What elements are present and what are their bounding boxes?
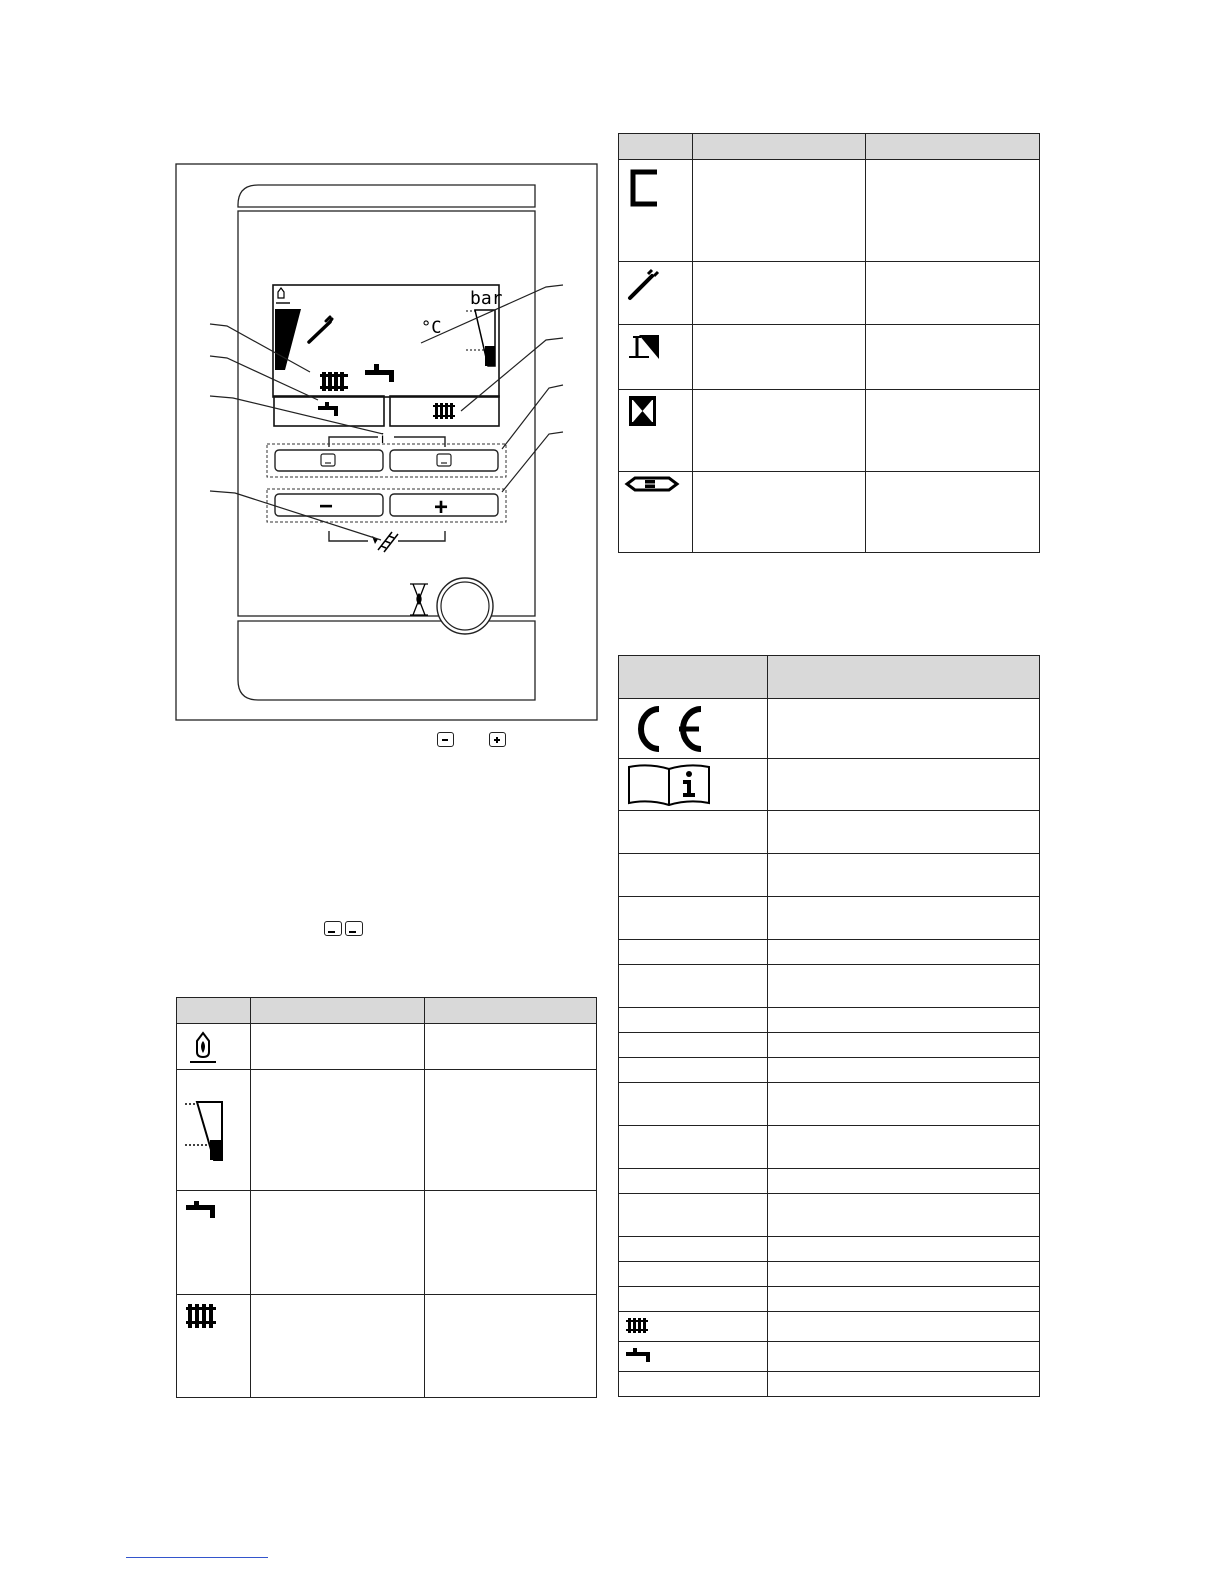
table-row (619, 1372, 1040, 1397)
read-manual-icon (619, 759, 768, 810)
hourglass-icon (619, 390, 693, 471)
table-row (619, 1033, 1040, 1058)
table-header (619, 134, 1040, 160)
plus-key-icon (489, 732, 506, 747)
table-row (619, 1169, 1040, 1194)
table-row (619, 811, 1040, 854)
chimney-sweep-icon (619, 325, 693, 389)
table-row (619, 940, 1040, 965)
table-row (619, 1342, 1040, 1372)
lcd-pressure-unit: bar (470, 288, 503, 309)
table-row (619, 160, 1040, 262)
spanner-icon (619, 262, 693, 324)
minus-key-icon (437, 732, 454, 747)
softkey-tap-icon (318, 402, 338, 416)
tap-icon (177, 1191, 251, 1294)
table-header (619, 656, 1040, 699)
table-row (619, 1194, 1040, 1237)
table-row (619, 1126, 1040, 1169)
table-row (619, 965, 1040, 1008)
radiator-icon (619, 1312, 768, 1341)
table-row (177, 1191, 597, 1295)
table-row (619, 472, 1040, 553)
tap-icon (619, 1342, 768, 1371)
softkeys-icon (324, 921, 366, 937)
minus-key-label: − (319, 493, 334, 520)
table-row (619, 699, 1040, 759)
lcd-radiator-icon (320, 372, 348, 391)
info-label: i (381, 430, 385, 446)
table-row (619, 1008, 1040, 1033)
burner-symbol-icon (410, 584, 428, 615)
table-row (177, 1295, 597, 1398)
lcd-pressure-icon (466, 310, 495, 366)
flame-icon (177, 1024, 251, 1069)
button-bar-icon (619, 472, 693, 552)
lcd-temp-unit: °C (421, 318, 442, 338)
table-row (619, 1058, 1040, 1083)
lcd-power-bar (275, 309, 301, 370)
pressure-gauge-icon (177, 1070, 251, 1190)
table-row (619, 1287, 1040, 1312)
footer-link-rule (126, 1557, 268, 1558)
control-panel-figure (0, 0, 1224, 760)
table-row (619, 854, 1040, 897)
lcd-spanner-icon (309, 317, 332, 342)
table-row (619, 262, 1040, 325)
radiator-icon (177, 1295, 251, 1397)
softkey-radiator-icon (433, 403, 455, 419)
table-row (619, 325, 1040, 390)
table-row (177, 1070, 597, 1191)
table-row (619, 1237, 1040, 1262)
symbols-table-right (618, 133, 1040, 553)
lcd-tap-icon (365, 364, 394, 382)
table-row (619, 1312, 1040, 1342)
table-row (619, 759, 1040, 811)
table-header (177, 998, 597, 1024)
plus-key-label: + (434, 494, 449, 521)
symbols-table-left (176, 997, 597, 1398)
chimney-sweep-icon (378, 532, 398, 552)
table-row (619, 1262, 1040, 1287)
lcd-flame-icon (276, 288, 290, 303)
ce-mark-icon (619, 699, 768, 758)
table-row (619, 897, 1040, 940)
table-row (619, 1083, 1040, 1126)
table-row (177, 1024, 597, 1070)
c-symbol-icon (619, 160, 693, 261)
table-row (619, 390, 1040, 472)
marking-table (618, 655, 1040, 1397)
